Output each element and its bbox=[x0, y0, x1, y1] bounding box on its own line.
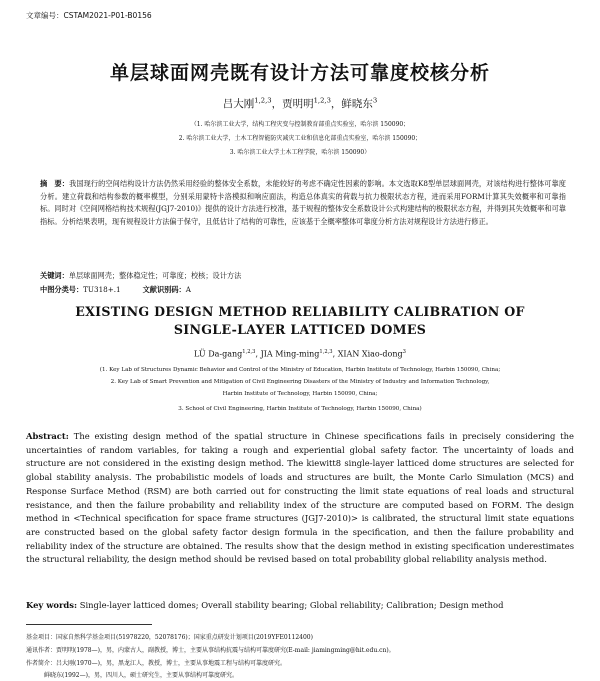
english-keywords bbox=[26, 600, 503, 610]
author-affiliation-marker: 1,2,3 bbox=[319, 349, 333, 355]
chinese-affiliation: （1. 哈尔滨工业大学，结构工程灾变与控制教育部重点实验室，哈尔滨 150090； bbox=[190, 121, 410, 128]
footnote-author-bio: 鲜晓东(1992—)，男，四川人，硕士研究生，主要从事结构可靠度研究。 bbox=[44, 672, 238, 679]
clc-label: 中图分类号： bbox=[40, 285, 84, 294]
chinese-title: 单层球面网壳既有设计方法可靠度校核分析 bbox=[109, 62, 490, 84]
document-code: A bbox=[185, 285, 191, 294]
clc-code: TU318+.1 bbox=[83, 285, 121, 294]
english-affiliation: (1. Key Lab of Structures Dynamic Behavior and Control of the Ministry of Education, Harbin Institute of Technology, Harbin 150090, China; bbox=[99, 367, 501, 373]
chinese-abstract-text: 我国现行的空间结构设计方法仍然采用经验的整体安全系数，未能较好的考虑不确定性因素的影响。本文选取K8型单层球面网壳，对该结构进行整体可靠度分析。建立荷载和结构参数的概率模型，分别采用蒙特卡洛模拟和响应面法，构造总体真实的荷载与抗力极限状态方程，进而采用FORM计算其失效概率和可靠指标。同时对《空间网格结构技术规程(JGJ7-2010)》提供的设计方法进行校准，基于规程的整体安全系数设计公式构建结构的极限状态方程，并得到其失效概率和可靠指标。分析结果表明，现有规程设计方法偏于保守，且低估计了结构的可靠性，应该基于全概率整体可靠度分析方法对规程设计方法进行修正。 bbox=[40, 179, 566, 226]
author-separator: , bbox=[255, 349, 261, 359]
english-affiliation: Harbin Institute of Technology, Harbin 150090, China; bbox=[222, 391, 378, 397]
footnote-funding: 基金项目：国家自然科学基金项目(51978220，52078176)；国家重点研发计划项目(2019YFE0112400) bbox=[26, 634, 313, 641]
author-name: JIA Ming-ming bbox=[260, 349, 320, 359]
footnote-corresponding-author: 通讯作者：贾明明(1978—)，男，内蒙古人，副教授，博士，主要从事结构抗震与结构可靠度研究(E-mail: jiamingming@hit.edu.cn)。 bbox=[26, 647, 395, 654]
classification-line bbox=[40, 285, 191, 295]
english-keywords-text: Single-layer latticed domes; Overall stability bearing; Global reliability; Calibration; Design method bbox=[79, 600, 504, 610]
author-separator: , bbox=[332, 349, 338, 359]
chinese-abstract-label: 摘 要： bbox=[40, 179, 70, 188]
english-affiliation: 3. School of Civil Engineering, Harbin Institute of Technology, Harbin 150090, China) bbox=[178, 406, 422, 412]
chinese-affiliation: 2. 哈尔滨工业大学，土木工程智能防灾减灾工业和信息化部重点实验室，哈尔滨 150090； bbox=[178, 135, 422, 142]
author-name: 鲜晓东 bbox=[341, 98, 373, 110]
english-keywords-label: Key words: bbox=[26, 600, 78, 610]
author-name: LÜ Da-gang bbox=[194, 349, 243, 359]
english-title-line1: EXISTING DESIGN METHOD RELIABILITY CALIBRATION OF bbox=[75, 304, 525, 319]
english-authors bbox=[0, 349, 600, 359]
chinese-affiliation: 3. 哈尔滨工业大学土木工程学院，哈尔滨 150090） bbox=[229, 149, 371, 156]
author-name: XIAN Xiao-dong bbox=[337, 349, 403, 359]
english-abstract bbox=[26, 430, 574, 567]
author-affiliation-marker: 1,2,3 bbox=[254, 96, 272, 105]
english-affiliation: 2. Key Lab of Smart Prevention and Mitigation of Civil Engineering Disasters of the Ministry of Industry and Information Technology, bbox=[110, 379, 490, 385]
english-abstract-text: The existing design method of the spatial structure in Chinese specifications fails in precisely considering the uncertainties of random variables, for taking a rough and experiential global safety factor. The uncertainty of loads and structure are not considered in the existing design method. The kiewitt8 single-layer latticed dome structures are selected for global stability analysis. The probabilistic models of loads and structures are built, the Monte Carlo Simulation (MCS) and Response Surface Method (RSM) are both carried out for constructing the limit state equations of real loads and structural resistance, and then the failure probability and reliability index of the structure are computed based on FORM. The design method in <Technical specification for space frame structures (JGJ7-2010)> is calibrated, the structural limit state equations are constructed based on the global safety factor design formula in the specification, and then the failure probability and reliability index of the structure are obtained. The results show that the design method in existing specification underestimates the structural reliability, the design method should be revised based on total probability global reliability analysis method. bbox=[26, 431, 574, 565]
author-affiliation-marker: 1,2,3 bbox=[242, 349, 256, 355]
chinese-abstract bbox=[40, 178, 566, 228]
document-code-label: 文献识别码： bbox=[142, 285, 186, 294]
author-name: 贾明明 bbox=[282, 98, 314, 110]
author-affiliation-marker: 3 bbox=[372, 96, 378, 105]
author-separator: ， bbox=[330, 98, 342, 110]
footnote-divider bbox=[26, 624, 152, 625]
chinese-authors bbox=[0, 96, 600, 111]
english-abstract-label: Abstract: bbox=[26, 431, 69, 441]
chinese-keywords bbox=[40, 271, 241, 281]
article-number: 文章编号：CSTAM2021-P01-B0156 bbox=[26, 11, 152, 20]
footnote-author-bio: 作者简介：吕大刚(1970—)，男，黑龙江人，教授，博士，主要从事地震工程与结构可靠度研究。 bbox=[26, 660, 286, 667]
chinese-keywords-text: 单层球面网壳；整体稳定性；可靠度；校核；设计方法 bbox=[68, 271, 242, 280]
author-affiliation-marker: 1,2,3 bbox=[313, 96, 331, 105]
author-name: 吕大刚 bbox=[222, 98, 255, 110]
author-affiliation-marker: 3 bbox=[402, 349, 406, 355]
chinese-keywords-label: 关键词： bbox=[40, 271, 69, 280]
english-title-line2: SINGLE-LAYER LATTICED DOMES bbox=[173, 322, 427, 337]
author-separator: ， bbox=[271, 98, 283, 110]
